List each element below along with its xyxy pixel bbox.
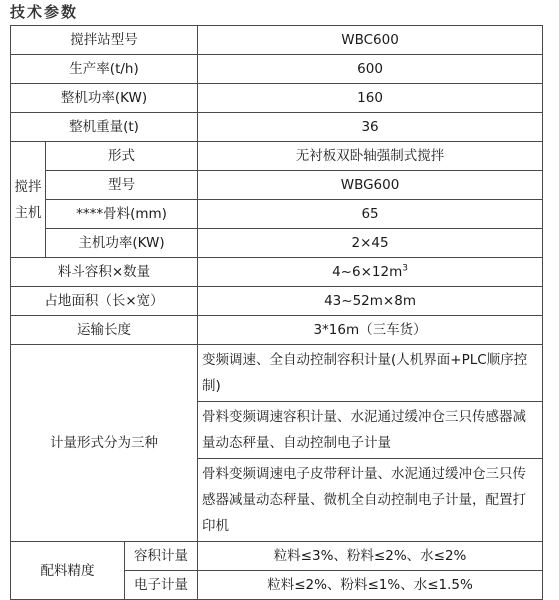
table-row	[11, 200, 543, 229]
hopper-value-text: 4~6×12m	[332, 264, 403, 280]
row-label: 形式	[46, 142, 198, 171]
row-value: WBC600	[198, 26, 543, 55]
metering-option-1: 变频调速、全自动控制容积计量(人机界面+PLC顺序控制)	[198, 345, 543, 402]
row-label: 整机重量(t)	[11, 113, 198, 142]
mixer-group-label	[11, 142, 46, 258]
row-value: WBG600	[198, 171, 543, 200]
mixer-group-label-line1: 搅拌	[14, 178, 42, 195]
row-label: 占地面积（长×宽）	[11, 287, 198, 316]
spec-table	[10, 25, 543, 600]
row-value	[198, 258, 543, 287]
table-row	[11, 287, 543, 316]
table-row	[11, 258, 543, 287]
row-value: 粒料≤3%、粉料≤2%、水≤2%	[198, 542, 543, 571]
row-value: 160	[198, 84, 543, 113]
row-label: 搅拌站型号	[11, 26, 198, 55]
row-value: 2×45	[198, 229, 543, 258]
row-value: 43~52m×8m	[198, 287, 543, 316]
metering-option-2: 骨料变频调速容积计量、水泥通过缓冲仓三只传感器减量动态秤量、自动控制电子计量	[198, 402, 543, 459]
table-row	[11, 113, 543, 142]
row-label: 型号	[46, 171, 198, 200]
row-label: 料斗容积×数量	[11, 258, 198, 287]
table-row	[11, 26, 543, 55]
row-label: 计量形式分为三种	[11, 345, 198, 542]
row-value: 65	[198, 200, 543, 229]
row-value: 600	[198, 55, 543, 84]
row-value: 粒料≤2%、粉料≤1%、水≤1.5%	[198, 571, 543, 600]
table-row	[11, 142, 543, 171]
row-value: 3*16m（三车货）	[198, 316, 543, 345]
row-label: 配料精度	[11, 542, 125, 600]
table-row	[11, 84, 543, 113]
hopper-value-sup: 3	[402, 263, 408, 274]
row-label: 生产率(t/h)	[11, 55, 198, 84]
table-row	[11, 229, 543, 258]
mixer-group-label-line2: 主机	[14, 204, 42, 221]
row-value: 36	[198, 113, 543, 142]
table-row	[11, 171, 543, 200]
row-label: 容积计量	[125, 542, 198, 571]
table-row	[11, 345, 543, 402]
table-row	[11, 316, 543, 345]
table-row	[11, 55, 543, 84]
row-value: 无衬板双卧轴强制式搅拌	[198, 142, 543, 171]
row-label: 主机功率(KW)	[46, 229, 198, 258]
table-row	[11, 542, 543, 571]
row-label: 运输长度	[11, 316, 198, 345]
page-title: 技术参数	[10, 3, 79, 21]
row-label: 整机功率(KW)	[11, 84, 198, 113]
row-label: 电子计量	[125, 571, 198, 600]
row-label: ****骨料(mm)	[46, 200, 198, 229]
metering-option-3: 骨料变频调速电子皮带秤计量、水泥通过缓冲仓三只传感器减量动态秤量、微机全自动控制电子计量，配置打印机	[198, 459, 543, 542]
